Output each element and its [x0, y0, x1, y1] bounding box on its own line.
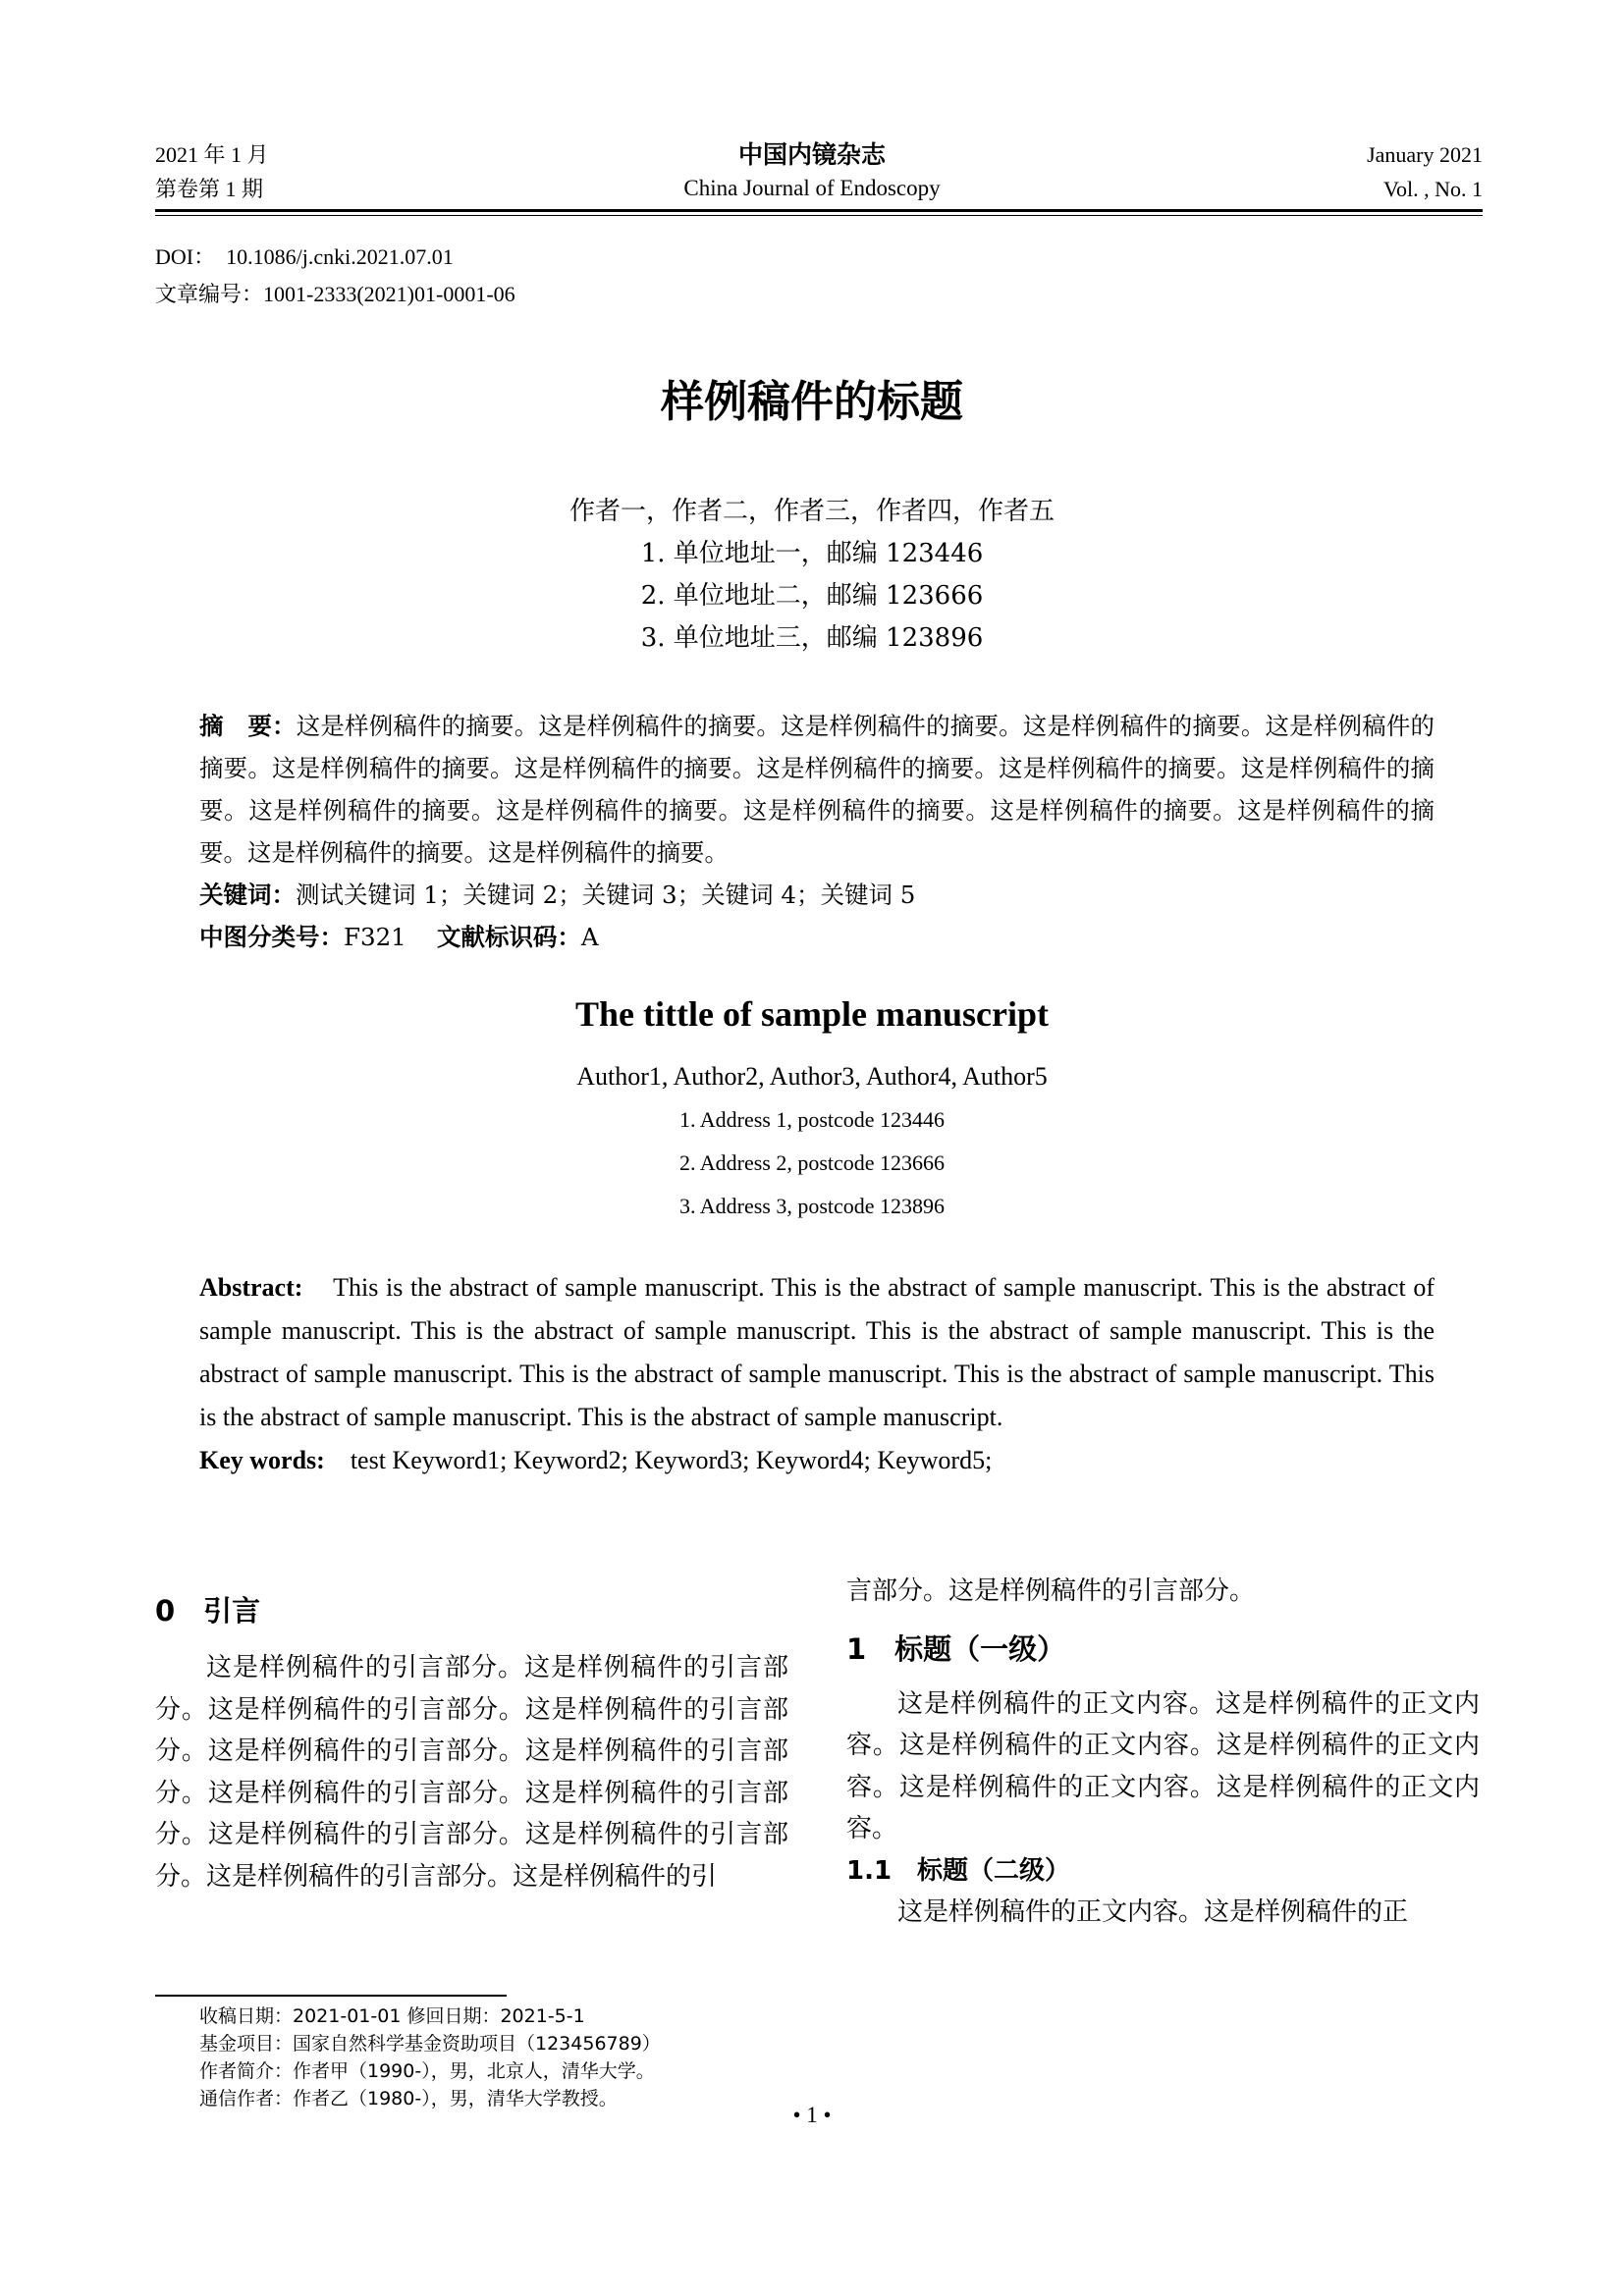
header-volume-en: Vol. , No. 1 — [1382, 177, 1483, 201]
address-en-2: 2. Address 2, postcode 123666 — [678, 1150, 946, 1175]
footnote-rule — [155, 1995, 507, 1997]
abstract-zh-paragraph — [199, 705, 1435, 874]
article-meta — [155, 239, 515, 314]
abstract-zh — [199, 705, 1435, 958]
header-issue-en — [1367, 137, 1483, 206]
authors-block-en — [0, 1055, 1624, 1228]
footnote-author-bio: 作者简介：作者甲（1990-），男，北京人，清华大学。 — [199, 2060, 655, 2082]
article-number-label: 文章编号： — [155, 283, 264, 307]
abstract-en-text: This is the abstract of sample manuscript. This is the abstract of sample manuscript. This is the abstract of sample manuscript. This is the abstract of sample manuscript. This is the abstract of sample manuscript. This is the abstract of sample manuscript. This is the abstract of sample manuscript. This is the abstract of sample manuscript. This is the abstract of sample manuscript. This is the abstract of sample manuscript. — [199, 1273, 1435, 1431]
keywords-zh-label: 关键词： — [199, 881, 296, 909]
introduction-paragraph: 这是样例稿件的引言部分。这是样例稿件的引言部分。这是样例稿件的引言部分。这是样例稿件的引言部分。这是样例稿件的引言部分。这是样例稿件的引言部分。这是样例稿件的引言部分。这是样例稿件的引言部分。这是样例稿件的引言部分。这是样例稿件的引言部分。这是样例稿件的引言部分。这是样例稿件的引 — [155, 1653, 788, 1892]
footnote-dates: 收稿日期：2021-01-01 修回日期：2021-5-1 — [199, 2005, 585, 2027]
doi-label: DOI： — [155, 244, 216, 269]
header-rule-thin — [155, 215, 1483, 216]
keywords-en-label: Key words: — [199, 1446, 325, 1474]
subsection-1-1-paragraph: 这是样例稿件的正文内容。这是样例稿件的正 — [897, 1896, 1409, 1927]
article-number-line — [155, 276, 515, 314]
footnote-funding: 基金项目：国家自然科学基金资助项目（123456789） — [199, 2033, 661, 2055]
address-en-3: 3. Address 3, postcode 123896 — [678, 1194, 946, 1218]
header-volume-zh: 第卷第 1 期 — [155, 177, 264, 201]
title-zh: 样例稿件的标题 — [661, 377, 963, 427]
keywords-zh-text: 测试关键词 1；关键词 2；关键词 3；关键词 4；关键词 5 — [296, 881, 916, 909]
abstract-zh-text: 这是样例稿件的摘要。这是样例稿件的摘要。这是样例稿件的摘要。这是样例稿件的摘要。这是样例稿件的摘要。这是样例稿件的摘要。这是样例稿件的摘要。这是样例稿件的摘要。这是样例稿件的摘要。这是样例稿件的摘要。这是样例稿件的摘要。这是样例稿件的摘要。这是样例稿件的摘要。这是样例稿件的摘要。这是样例稿件的摘要。这是样例稿件的摘要。这是样例稿件的摘要。 — [199, 712, 1435, 867]
article-number-value: 1001-2333(2021)01-0001-06 — [263, 282, 515, 306]
abstract-en — [199, 1266, 1435, 1482]
clc-value: F321 — [344, 923, 406, 951]
doi-line — [155, 239, 515, 276]
authors-en: Author1, Author2, Author3, Author4, Author5 — [576, 1062, 1048, 1091]
clc-label: 中图分类号： — [199, 923, 344, 951]
keywords-zh — [199, 874, 1435, 916]
address-zh-1: 1. 单位地址一，邮编 123446 — [640, 539, 984, 568]
header-rule-thick — [155, 209, 1483, 212]
keywords-en-text: test Keyword1; Keyword2; Keyword3; Keyword4; Keyword5; — [350, 1446, 993, 1474]
body-column-right — [846, 1571, 1480, 1933]
authors-zh: 作者一，作者二，作者三，作者四，作者五 — [568, 497, 1055, 526]
abstract-zh-label: 摘 要： — [199, 712, 297, 740]
address-en-1: 1. Address 1, postcode 123446 — [678, 1107, 946, 1132]
body-column-left — [155, 1590, 788, 1897]
address-zh-2: 2. 单位地址二，邮编 123666 — [640, 581, 984, 611]
abstract-en-paragraph — [199, 1266, 1435, 1439]
subsection-heading-1-1: 1.1 标题（二级） — [846, 1855, 1071, 1886]
doc-code-value: A — [580, 923, 599, 951]
section-1-paragraph: 这是样例稿件的正文内容。这是样例稿件的正文内容。这是样例稿件的正文内容。这是样例稿件的正文内容。这是样例稿件的正文内容。这是样例稿件的正文内容。 — [846, 1688, 1480, 1843]
journal-name-en: China Journal of Endoscopy — [683, 176, 941, 200]
journal-name-zh: 中国内镜杂志 — [737, 140, 886, 169]
footnotes — [199, 2002, 661, 2112]
introduction-continued: 言部分。这是样例稿件的引言部分。 — [846, 1576, 1256, 1606]
footnote-corresponding-author: 通信作者：作者乙（1980-），男，清华大学教授。 — [199, 2088, 618, 2109]
classification-line — [199, 916, 1435, 958]
section-heading-introduction: 0 引言 — [155, 1594, 261, 1628]
doc-code-label: 文献标识码： — [436, 923, 581, 951]
header-date-en: January 2021 — [1367, 142, 1483, 167]
doi-value: 10.1086/j.cnki.2021.07.01 — [226, 244, 454, 269]
abstract-en-label: Abstract: — [199, 1273, 303, 1302]
title-en: The tittle of sample manuscript — [575, 994, 1049, 1034]
authors-block-zh — [0, 491, 1624, 660]
address-zh-3: 3. 单位地址三，邮编 123896 — [640, 623, 984, 653]
header-date-zh: 2021 年 1 月 — [155, 142, 269, 167]
keywords-en — [199, 1439, 1435, 1482]
section-heading-1: 1 标题（一级） — [846, 1631, 1066, 1666]
page-number: • 1 • — [792, 2103, 832, 2127]
